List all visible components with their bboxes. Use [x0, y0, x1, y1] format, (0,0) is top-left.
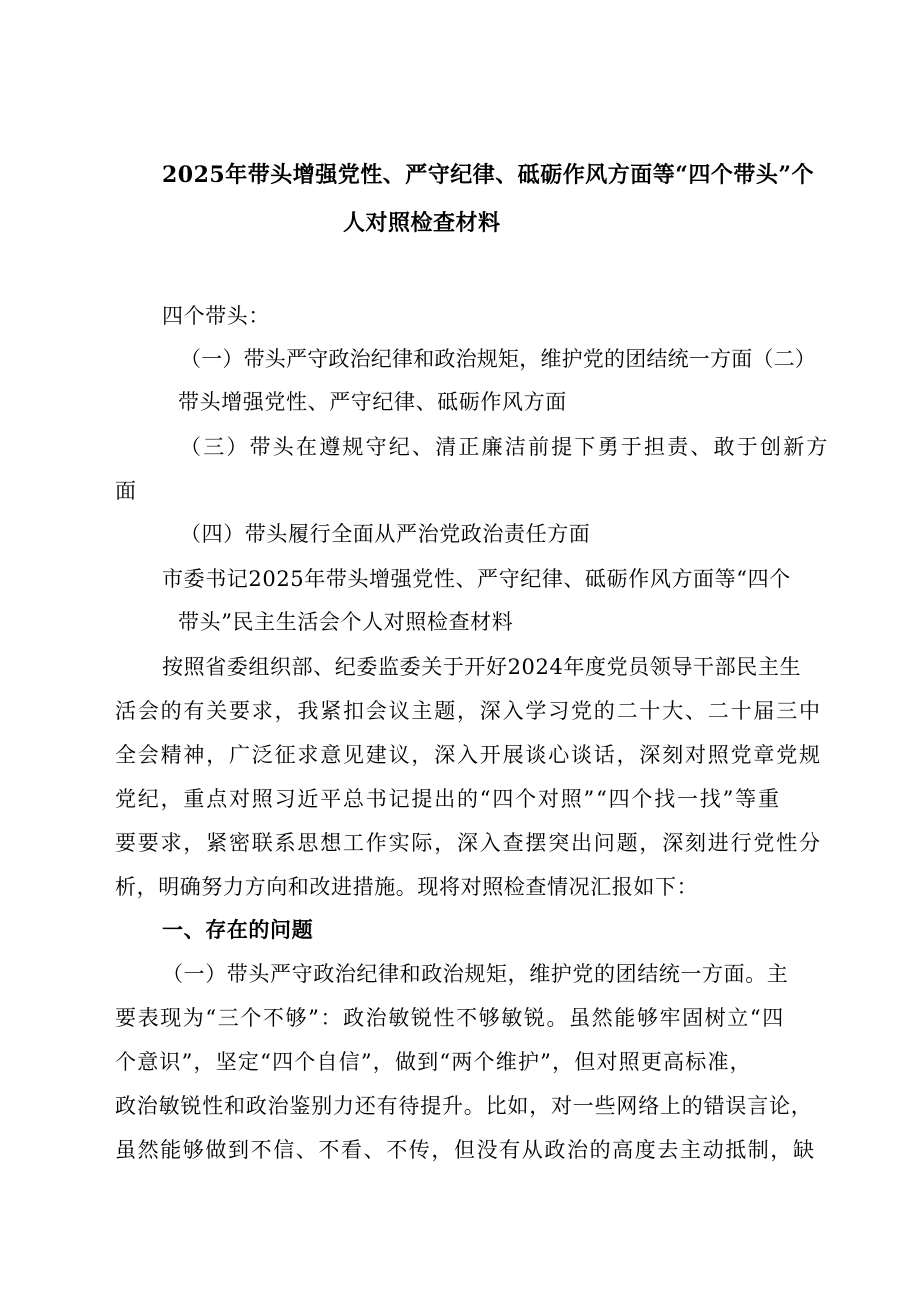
body-line: 带头增强党性、严守纪律、砥砺作风方面: [178, 390, 567, 414]
section-line: （一）带头严守政治纪律和政治规矩，维护党的团结统一方面。主: [162, 962, 789, 986]
body-line: 四个带头：: [162, 304, 270, 328]
section-line: 政治敏锐性和政治鉴别力还有待提升。比如，对一些网络上的错误言论，: [115, 1094, 813, 1118]
section-line: 要表现为“三个不够”：政治敏锐性不够敏锐。虽然能够牢固树立“四: [115, 1006, 785, 1030]
section-line: 个意识”，坚定“四个自信”，做到“两个维护”，但对照更高标准，: [115, 1050, 752, 1074]
body-line: 党纪，重点对照习近平总书记提出的“四个对照”“四个找一找”等重: [115, 787, 781, 811]
body-line: 析，明确努力方向和改进措施。现将对照检查情况汇报如下：: [115, 875, 699, 899]
body-line: 带头”民主生活会个人对照检查材料: [178, 610, 514, 634]
body-line: 要要求，紧密联系思想工作实际，深入查摆突出问题，深刻进行党性分: [115, 831, 822, 855]
body-line: （一）带头严守政治纪律和政治规矩，维护党的团结统一方面（二）: [180, 347, 816, 371]
body-line: 市委书记2025年带头增强党性、严守纪律、砥砺作风方面等“四个: [162, 567, 791, 591]
body-line: 活会的有关要求，我紧扣会议主题，深入学习党的二十大、二十届三中: [115, 699, 822, 723]
body-line: 按照省委组织部、纪委监委关于开好2024年度党员领导干部民主生: [162, 655, 802, 679]
document-title-line-1: 2025年带头增强党性、严守纪律、砥砺作风方面等“四个带头”个: [162, 162, 815, 188]
body-line: （三）带头在遵规守纪、清正廉洁前提下勇于担责、敢于创新方: [180, 435, 830, 459]
body-line: 全会精神，广泛征求意见建议，深入开展谈心谈话，深刻对照党章党规: [115, 743, 822, 767]
section-heading: 一、存在的问题: [162, 917, 314, 942]
body-line: 面: [115, 479, 137, 503]
body-line: （四）带头履行全面从严治党政治责任方面: [180, 522, 591, 546]
section-line: 虽然能够做到不信、不看、不传，但没有从政治的高度去主动抵制，缺: [115, 1138, 816, 1162]
document-title-line-2: 人对照检查材料: [343, 210, 501, 236]
